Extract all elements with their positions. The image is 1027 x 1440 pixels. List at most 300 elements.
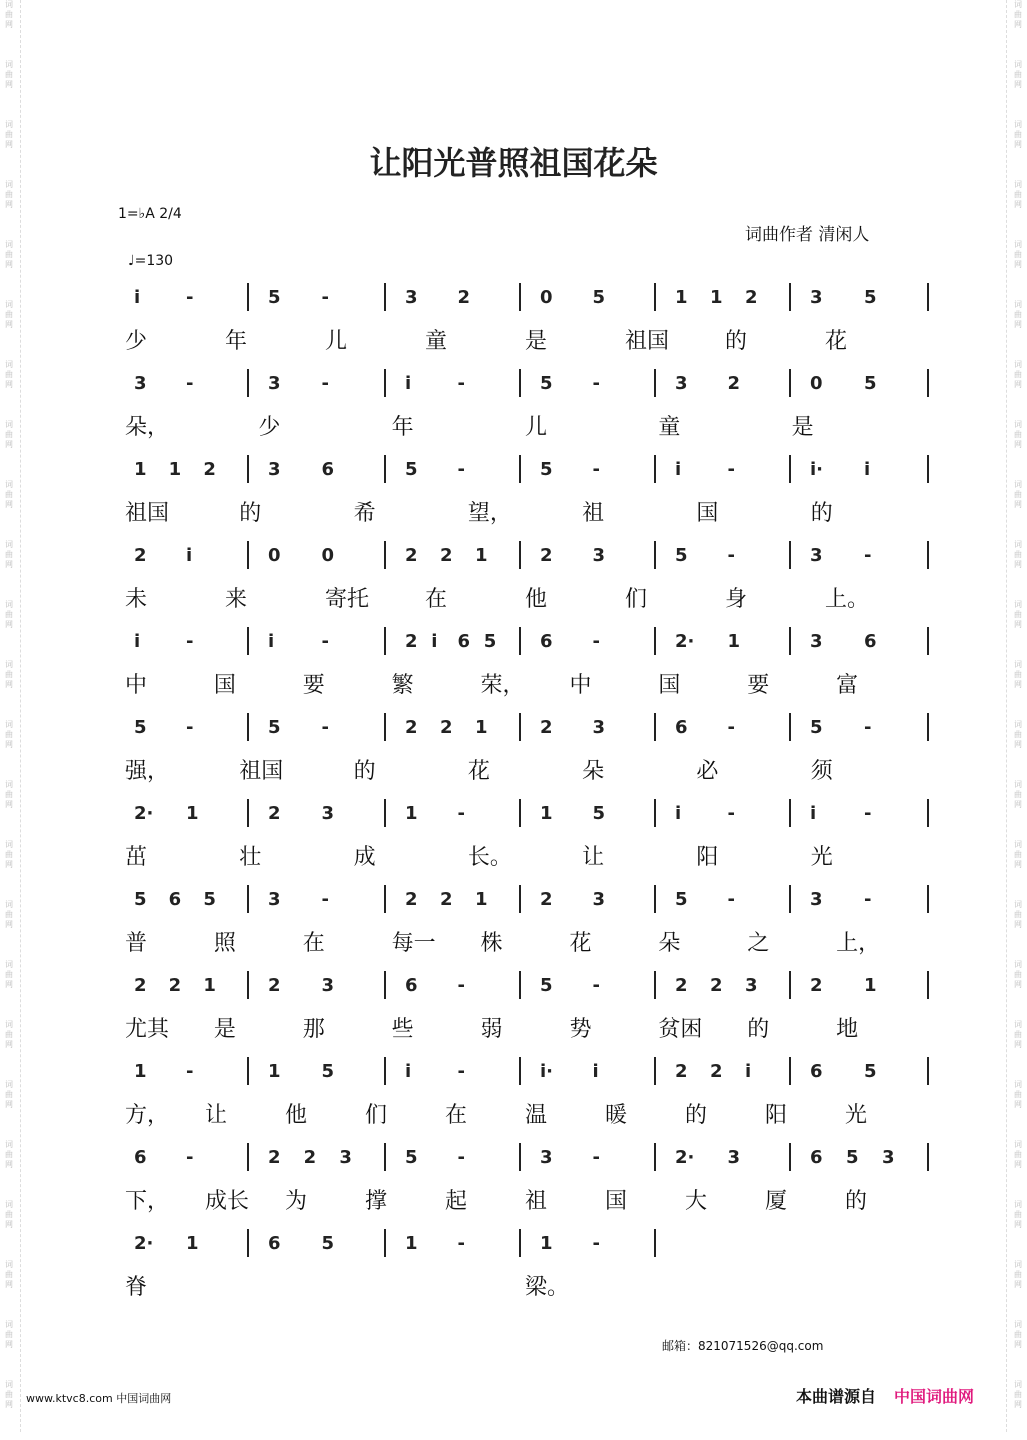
- score-note: 1: [186, 803, 199, 824]
- score-note: -: [321, 287, 329, 308]
- score-note: 2: [405, 631, 418, 652]
- watermark-text: 词曲网: [5, 900, 13, 929]
- score-note: 6: [540, 631, 553, 652]
- score-note: 2: [440, 545, 453, 566]
- score-note: i: [186, 545, 193, 566]
- score-note: 2: [134, 545, 147, 566]
- lyric-word: 希: [353, 501, 376, 526]
- watermark-text: 词曲网: [5, 1380, 13, 1409]
- lyric-word: 他: [285, 1103, 308, 1128]
- score-note: 5: [846, 1147, 859, 1168]
- score-note: 1: [675, 287, 688, 308]
- score-note: 0: [540, 287, 553, 308]
- score-note: 5: [864, 287, 877, 308]
- lyric-word: 在: [445, 1103, 468, 1128]
- score-note: 5: [483, 631, 497, 652]
- score-note: -: [321, 889, 329, 910]
- score-note: 0: [268, 545, 281, 566]
- lyric-word: 之: [747, 931, 770, 956]
- lyric-word: 未: [125, 587, 148, 612]
- score-note: 6: [675, 717, 688, 738]
- lyric-word: 是: [525, 329, 548, 354]
- lyric-word: 儿: [325, 329, 348, 354]
- lyric-word: 国: [213, 673, 236, 698]
- lyric-word: 朵: [658, 931, 681, 956]
- lyric-word: 少: [258, 415, 281, 440]
- score-note: 2: [745, 287, 758, 308]
- watermark-text: 词曲网: [5, 960, 13, 989]
- lyric-word: 祖: [525, 1189, 548, 1214]
- score-note: -: [864, 545, 872, 566]
- lyric-word: 朵，: [125, 415, 170, 440]
- watermark-text: 词曲网: [1014, 540, 1022, 569]
- composer-credit: 词曲作者 清闲人: [745, 225, 870, 245]
- lyric-word: 祖国: [239, 759, 284, 784]
- lyric-word: 方，: [125, 1103, 170, 1128]
- score-note: i: [405, 373, 412, 394]
- score-note: -: [321, 717, 329, 738]
- watermark-text: 词曲网: [5, 1080, 13, 1109]
- score-note: 5: [405, 1147, 418, 1168]
- score-note: 2: [268, 975, 281, 996]
- score-note: 2: [540, 889, 553, 910]
- lyric-word: 长。: [467, 845, 512, 870]
- lyric-word: 大: [685, 1189, 708, 1214]
- score-note: 5: [321, 1061, 335, 1082]
- lyric-word: 要: [747, 673, 770, 698]
- score-note: -: [186, 1061, 194, 1082]
- lyric-word: 年: [391, 415, 414, 440]
- lyric-word: 童: [425, 329, 448, 354]
- score-note: 2: [268, 803, 281, 824]
- score-note: i: [810, 803, 817, 824]
- lyric-word: 的: [725, 329, 748, 354]
- score-note: -: [727, 803, 735, 824]
- score-note: i: [268, 631, 275, 652]
- score-note: 3: [810, 545, 823, 566]
- source-label: 本曲谱源自: [796, 1387, 877, 1406]
- score-note: i: [134, 631, 141, 652]
- lyric-word: 是: [791, 415, 814, 440]
- score-note: -: [457, 803, 465, 824]
- score-note: 3: [882, 1147, 895, 1168]
- score-note: 3: [268, 889, 281, 910]
- lyric-word: 强，: [125, 759, 170, 784]
- watermark-text: 词曲网: [1014, 300, 1022, 329]
- watermark-text: 词曲网: [1014, 960, 1022, 989]
- score-note: 1: [475, 717, 488, 738]
- lyric-word: 必: [696, 759, 719, 784]
- score-note: -: [864, 889, 872, 910]
- lyric-word: 贫困: [658, 1017, 703, 1042]
- lyric-word: 温: [525, 1103, 548, 1128]
- watermark-text: 词曲网: [1014, 1320, 1022, 1349]
- lyric-word: 繁: [391, 673, 414, 698]
- score-note: -: [727, 717, 735, 738]
- lyric-word: 寄托: [325, 587, 370, 612]
- score-note: 6: [457, 631, 471, 652]
- score-note: 2: [134, 975, 147, 996]
- score-note: 3: [268, 459, 281, 480]
- score-note: -: [186, 287, 194, 308]
- score-note: -: [457, 1147, 465, 1168]
- score-note: 6: [321, 459, 335, 480]
- score-note: 5: [268, 287, 281, 308]
- score-note: 1: [134, 459, 147, 480]
- score-note: 2·: [134, 803, 154, 824]
- watermark-text: 词曲网: [1014, 840, 1022, 869]
- score-note: 2: [675, 975, 688, 996]
- watermark-text: 词曲网: [5, 720, 13, 749]
- lyric-word: 望，: [467, 501, 512, 526]
- score-note: 3: [810, 889, 823, 910]
- score-note: 2·: [675, 1147, 695, 1168]
- lyric-word: 让: [582, 845, 605, 870]
- score-note: 5: [864, 373, 877, 394]
- score-note: 1: [475, 545, 488, 566]
- contact-email: 邮箱：821071526@qq.com: [662, 1339, 824, 1353]
- score-note: i: [431, 631, 438, 652]
- lyric-word: 些: [391, 1017, 414, 1042]
- lyric-word: 茁: [125, 845, 148, 870]
- score-note: -: [186, 717, 194, 738]
- lyric-word: 祖国: [125, 501, 170, 526]
- score-note: 6: [864, 631, 877, 652]
- score-note: i·: [540, 1061, 554, 1082]
- score-note: 5: [592, 287, 606, 308]
- score-note: -: [321, 631, 329, 652]
- score-note: -: [592, 373, 600, 394]
- score-note: 5: [321, 1233, 335, 1254]
- lyric-word: 撑: [365, 1189, 388, 1214]
- watermark-text: 词曲网: [1014, 420, 1022, 449]
- score-note: 2: [540, 717, 553, 738]
- lyric-word: 起: [445, 1189, 468, 1214]
- score-note: 3: [810, 287, 823, 308]
- lyric-word: 的: [353, 759, 376, 784]
- score-note: 5: [540, 373, 553, 394]
- score-note: 6: [168, 889, 182, 910]
- score-note: -: [186, 1147, 194, 1168]
- lyric-word: 普: [125, 931, 148, 956]
- score-note: 2: [405, 717, 418, 738]
- score-note: 5: [134, 717, 147, 738]
- score-note: i: [675, 459, 682, 480]
- lyric-word: 少: [125, 329, 148, 354]
- score-note: i: [675, 803, 682, 824]
- score-note: 5: [134, 889, 147, 910]
- score-note: 2: [675, 1061, 688, 1082]
- lyric-word: 要: [302, 673, 325, 698]
- lyric-word: 年: [225, 329, 248, 354]
- watermark-text: 词曲网: [1014, 900, 1022, 929]
- lyric-word: 厦: [765, 1189, 788, 1214]
- score-note: 5: [540, 459, 553, 480]
- score-note: 1: [727, 631, 741, 652]
- lyric-word: 的: [747, 1017, 770, 1042]
- watermark-text: 词曲网: [5, 480, 13, 509]
- score-note: -: [457, 459, 465, 480]
- score-note: 5: [592, 803, 606, 824]
- lyric-word: 阳: [696, 845, 719, 870]
- key-signature: 1=♭A 2/4: [118, 206, 182, 222]
- lyric-word: 在: [302, 931, 325, 956]
- score-note: 1: [168, 459, 182, 480]
- score-note: -: [592, 1147, 600, 1168]
- lyric-word: 们: [625, 587, 648, 612]
- score-note: 1: [475, 889, 488, 910]
- score-note: 1: [405, 1233, 418, 1254]
- score-note: 0: [321, 545, 335, 566]
- score-note: i: [745, 1061, 752, 1082]
- lyric-word: 国: [658, 673, 681, 698]
- lyric-word: 照: [213, 931, 236, 956]
- score-note: -: [592, 459, 600, 480]
- score-note: 3: [745, 975, 758, 996]
- score-note: 1: [864, 975, 877, 996]
- watermark-text: 词曲网: [5, 180, 13, 209]
- score-note: i: [592, 1061, 599, 1082]
- watermark-text: 词曲网: [1014, 1200, 1022, 1229]
- score-note: -: [592, 1233, 600, 1254]
- watermark-text: 词曲网: [5, 780, 13, 809]
- score-note: 6: [268, 1233, 281, 1254]
- lyric-word: 祖国: [625, 329, 670, 354]
- score-note: 0: [810, 373, 823, 394]
- footer-site: www.ktvc8.com 中国词曲网: [26, 1392, 172, 1405]
- watermark-text: 词曲网: [5, 60, 13, 89]
- score-note: -: [864, 717, 872, 738]
- lyric-word: 每一: [391, 931, 436, 956]
- score-note: 3: [675, 373, 688, 394]
- lyric-word: 中: [125, 673, 148, 698]
- source-brand: 中国词曲网: [894, 1387, 975, 1406]
- lyric-word: 花: [467, 759, 490, 784]
- watermark-text: 词曲网: [5, 0, 13, 29]
- lyric-word: 上，: [836, 931, 881, 956]
- score-note: 2: [457, 287, 471, 308]
- score-note: 1: [540, 803, 553, 824]
- lyric-word: 为: [285, 1189, 308, 1214]
- watermark-text: 词曲网: [5, 120, 13, 149]
- score-note: 2: [168, 975, 182, 996]
- score-note: 6: [405, 975, 418, 996]
- lyric-word: 童: [658, 415, 681, 440]
- lyric-word: 阳: [765, 1103, 788, 1128]
- watermark-text: 词曲网: [5, 240, 13, 269]
- lyric-word: 让: [205, 1103, 228, 1128]
- score-note: 5: [810, 717, 823, 738]
- score-note: -: [727, 459, 735, 480]
- watermark-text: 词曲网: [5, 600, 13, 629]
- lyric-word: 下，: [125, 1189, 170, 1214]
- score-note: 2·: [675, 631, 695, 652]
- score-note: 2: [268, 1147, 281, 1168]
- score-note: 6: [810, 1061, 823, 1082]
- score-note: i: [864, 459, 871, 480]
- lyric-word: 那: [302, 1017, 325, 1042]
- lyric-word: 在: [425, 587, 448, 612]
- score-note: 5: [540, 975, 553, 996]
- score-note: 3: [321, 803, 335, 824]
- lyric-word: 光: [810, 845, 833, 870]
- watermark-text: 词曲网: [1014, 1020, 1022, 1049]
- watermark-text: 词曲网: [5, 360, 13, 389]
- watermark-text: 词曲网: [1014, 720, 1022, 749]
- watermark-text: 词曲网: [1014, 360, 1022, 389]
- lyric-word: 成长: [205, 1189, 250, 1214]
- score-note: 1: [710, 287, 723, 308]
- watermark-text: 词曲网: [1014, 240, 1022, 269]
- score-note: 2: [540, 545, 553, 566]
- lyric-word: 们: [365, 1103, 388, 1128]
- score-note: 5: [864, 1061, 877, 1082]
- score-note: 2: [727, 373, 741, 394]
- score-note: 2: [303, 1147, 317, 1168]
- lyric-word: 花: [825, 329, 848, 354]
- watermark-text: 词曲网: [5, 1020, 13, 1049]
- score-note: 2: [203, 459, 216, 480]
- score-note: 1: [186, 1233, 199, 1254]
- score-note: -: [727, 545, 735, 566]
- score-note: 1: [540, 1233, 553, 1254]
- lyric-word: 成: [353, 845, 376, 870]
- score-note: -: [457, 373, 465, 394]
- watermark-text: 词曲网: [1014, 660, 1022, 689]
- score-note: -: [457, 1061, 465, 1082]
- lyric-word: 儿: [525, 415, 548, 440]
- footer-source: [796, 1384, 974, 1407]
- score-note: 5: [405, 459, 418, 480]
- lyric-word: 的: [845, 1189, 868, 1214]
- watermark-text: 词曲网: [5, 420, 13, 449]
- lyric-word: 的: [810, 501, 833, 526]
- lyric-word: 壮: [239, 845, 262, 870]
- score-note: 2·: [134, 1233, 154, 1254]
- song-title: 让阳光普照祖国花朵: [369, 144, 658, 182]
- lyric-word: 身: [725, 587, 748, 612]
- lyric-word: 尤其: [125, 1017, 170, 1042]
- score-note: -: [457, 1233, 465, 1254]
- score-note: -: [186, 631, 194, 652]
- lyric-word: 的: [239, 501, 262, 526]
- score-note: 3: [339, 1147, 352, 1168]
- tempo-marking: ♩=130: [128, 253, 174, 269]
- score-note: i: [405, 1061, 412, 1082]
- score-note: 2: [405, 889, 418, 910]
- score-note: -: [727, 889, 735, 910]
- score-note: 1: [134, 1061, 147, 1082]
- lyric-word: 荣，: [480, 673, 525, 698]
- watermark-text: 词曲网: [5, 1260, 13, 1289]
- score-note: -: [457, 975, 465, 996]
- watermark-text: 词曲网: [5, 840, 13, 869]
- score-note: 3: [810, 631, 823, 652]
- watermark-text: 词曲网: [1014, 600, 1022, 629]
- score-note: -: [186, 373, 194, 394]
- lyric-word: 祖: [582, 501, 605, 526]
- lyric-word: 上。: [825, 587, 870, 612]
- lyric-word: 的: [685, 1103, 708, 1128]
- lyric-word: 暖: [605, 1103, 628, 1128]
- lyric-word: 脊: [125, 1275, 148, 1300]
- watermark-text: 词曲网: [5, 1200, 13, 1229]
- score-note: 2: [440, 717, 453, 738]
- lyric-word: 梁。: [525, 1275, 570, 1300]
- score-note: 1: [203, 975, 216, 996]
- watermark-text: 词曲网: [5, 660, 13, 689]
- lyric-word: 中: [569, 673, 592, 698]
- score-note: 3: [727, 1147, 741, 1168]
- score-note: 3: [268, 373, 281, 394]
- lyric-word: 光: [845, 1103, 868, 1128]
- lyric-word: 须: [810, 759, 833, 784]
- score-note: 2: [405, 545, 418, 566]
- lyric-word: 他: [525, 587, 548, 612]
- watermark-text: 词曲网: [1014, 180, 1022, 209]
- lyric-word: 国: [605, 1189, 628, 1214]
- score-note: 6: [134, 1147, 147, 1168]
- score-note: 5: [675, 545, 688, 566]
- score-note: 6: [810, 1147, 823, 1168]
- score-note: 2: [710, 1061, 723, 1082]
- watermark-text: 词曲网: [1014, 780, 1022, 809]
- score-note: 5: [268, 717, 281, 738]
- score-note: 1: [405, 803, 418, 824]
- watermark-text: 词曲网: [1014, 1140, 1022, 1169]
- score-note: -: [321, 373, 329, 394]
- score-note: -: [864, 803, 872, 824]
- watermark-text: 词曲网: [1014, 1260, 1022, 1289]
- watermark-text: 词曲网: [5, 540, 13, 569]
- score-note: -: [592, 631, 600, 652]
- lyric-word: 来: [225, 587, 248, 612]
- score-note: 3: [405, 287, 418, 308]
- lyric-word: 势: [569, 1017, 592, 1042]
- score-note: 3: [134, 373, 147, 394]
- score-note: 2: [440, 889, 453, 910]
- watermark-text: 词曲网: [1014, 120, 1022, 149]
- score-note: 5: [675, 889, 688, 910]
- lyric-word: 株: [480, 931, 503, 956]
- score-note: 3: [592, 889, 606, 910]
- score-note: 3: [321, 975, 335, 996]
- score-note: 2: [810, 975, 823, 996]
- watermark-text: 词曲网: [1014, 480, 1022, 509]
- lyric-word: 花: [569, 931, 592, 956]
- score-note: -: [592, 975, 600, 996]
- watermark-text: 词曲网: [1014, 1380, 1022, 1409]
- score-note: i·: [810, 459, 824, 480]
- lyric-word: 是: [213, 1017, 236, 1042]
- score-note: i: [134, 287, 141, 308]
- score-note: 3: [592, 717, 606, 738]
- watermark-text: 词曲网: [5, 1320, 13, 1349]
- score-note: 3: [540, 1147, 553, 1168]
- score-note: 5: [203, 889, 216, 910]
- lyric-word: 朵: [582, 759, 605, 784]
- lyric-word: 弱: [480, 1017, 503, 1042]
- lyric-word: 国: [696, 501, 719, 526]
- score-note: 1: [268, 1061, 281, 1082]
- score-note: 2: [710, 975, 723, 996]
- score-note: 3: [592, 545, 606, 566]
- lyric-word: 富: [836, 673, 859, 698]
- watermark-text: 词曲网: [1014, 60, 1022, 89]
- lyric-word: 地: [836, 1017, 859, 1042]
- watermark-text: 词曲网: [5, 300, 13, 329]
- watermark-text: 词曲网: [5, 1140, 13, 1169]
